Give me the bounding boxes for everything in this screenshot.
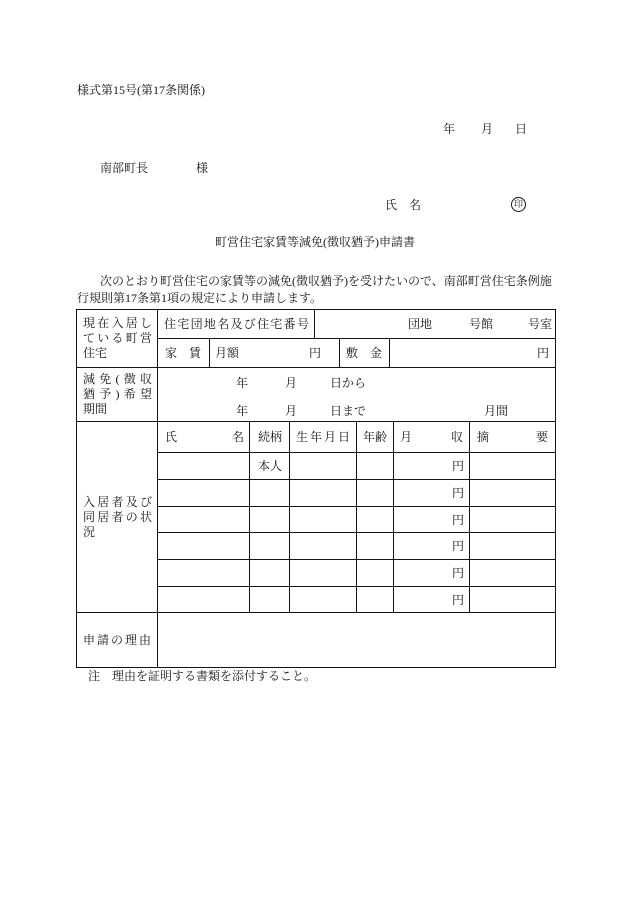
residents-label — [77, 422, 158, 613]
period-label-line: 減免(徴収 — [83, 372, 152, 386]
complex-number-field — [315, 310, 556, 339]
addressee-name: 南部町長 — [100, 161, 149, 175]
column-header-birthdate — [290, 422, 357, 453]
column-header-age-text: 年齢 — [363, 430, 388, 444]
rent-amount-field — [210, 339, 340, 368]
period-label-line: 期間 — [83, 402, 108, 416]
complex-label: 住宅団地名及び住宅番号 — [164, 317, 309, 331]
income-yen-label: 円 — [452, 593, 465, 607]
column-header-name — [158, 422, 250, 453]
column-header-relationship — [250, 422, 290, 453]
reason-label: 申請の理由 — [83, 633, 151, 647]
resident-age-cell — [357, 533, 394, 560]
resident-age-cell — [357, 507, 394, 533]
resident-relationship-cell — [250, 480, 290, 507]
current-housing-label-line: ている町営 — [83, 331, 152, 345]
deposit-label: 敷 金 — [346, 346, 383, 360]
column-header-birthdate-text: 生年月日 — [296, 430, 350, 444]
resident-age-cell — [357, 453, 394, 480]
reason-field — [158, 613, 556, 668]
resident-birthdate-cell — [290, 507, 357, 533]
resident-name-cell — [158, 453, 250, 480]
resident-age-cell — [357, 480, 394, 507]
resident-relationship-cell — [250, 453, 290, 480]
resident-relationship: 本人 — [258, 459, 283, 473]
resident-birthdate-cell — [290, 587, 357, 613]
resident-income-cell — [394, 507, 470, 533]
period-until-day: 日まで — [330, 404, 367, 418]
current-housing-label-line: 現在入居し — [83, 316, 152, 330]
rent-monthly-label: 月額 — [215, 346, 240, 360]
resident-income-cell — [394, 453, 470, 480]
resident-birthdate-cell — [290, 560, 357, 587]
resident-remarks-cell — [470, 507, 556, 533]
period-months-label: 月間 — [484, 404, 509, 418]
income-yen-label: 円 — [452, 513, 465, 527]
resident-remarks-cell — [470, 533, 556, 560]
period-from-day: 日から — [330, 376, 367, 390]
footnote: 注 理由を証明する書類を添付すること。 — [88, 669, 317, 683]
complex-unit-label: 団地 — [408, 317, 433, 331]
current-housing-label-line: 住宅 — [83, 346, 108, 360]
deposit-amount-field — [390, 339, 556, 368]
period-field — [158, 368, 556, 422]
room-unit-label: 号室 — [528, 317, 553, 331]
income-yen-label: 円 — [452, 539, 465, 553]
addressee-honorific: 様 — [196, 161, 209, 175]
resident-remarks-cell — [470, 587, 556, 613]
reason-label-cell — [77, 613, 158, 668]
resident-relationship-cell — [250, 533, 290, 560]
resident-remarks-cell — [470, 453, 556, 480]
resident-remarks-cell — [470, 560, 556, 587]
column-header-relationship-text: 続柄 — [258, 430, 283, 444]
period-from-month: 月 — [285, 376, 298, 390]
period-until-month: 月 — [285, 404, 298, 418]
body-text-line-2: 行規則第17条第1項の規定により申請します。 — [77, 291, 323, 305]
document-title: 町営住宅家賃等減免(徴収猶予)申請書 — [215, 235, 415, 249]
column-header-income-text: 月 収 — [400, 430, 463, 444]
column-header-age — [357, 422, 394, 453]
seal-mark: 印 — [511, 197, 526, 212]
applicant-name-label: 氏 名 — [385, 198, 422, 212]
resident-income-cell — [394, 480, 470, 507]
period-from-year: 年 — [236, 376, 249, 390]
current-housing-label — [77, 310, 158, 368]
date-year-label: 年 — [443, 122, 456, 136]
complex-label-cell — [158, 310, 315, 339]
residents-label-line: 入居者及び — [83, 494, 152, 509]
resident-relationship-cell — [250, 587, 290, 613]
rent-label: 家 賃 — [165, 346, 202, 360]
resident-name-cell — [158, 480, 250, 507]
residents-label-line: 況 — [83, 524, 96, 539]
resident-birthdate-cell — [290, 453, 357, 480]
residents-label-line: 同居者の状 — [83, 509, 152, 524]
income-yen-label: 円 — [452, 459, 465, 473]
body-text-line-1: 次のとおり町営住宅の家賃等の減免(徴収猶予)を受けたいので、南部町営住宅条例施 — [100, 274, 552, 288]
resident-income-cell — [394, 533, 470, 560]
resident-relationship-cell — [250, 507, 290, 533]
deposit-yen-label: 円 — [537, 346, 550, 360]
resident-income-cell — [394, 587, 470, 613]
resident-birthdate-cell — [290, 480, 357, 507]
resident-income-cell — [394, 560, 470, 587]
resident-name-cell — [158, 560, 250, 587]
form-number: 様式第15号(第17条関係) — [77, 83, 205, 97]
period-until-year: 年 — [236, 404, 249, 418]
column-header-income — [394, 422, 470, 453]
resident-birthdate-cell — [290, 533, 357, 560]
resident-remarks-cell — [470, 480, 556, 507]
resident-relationship-cell — [250, 560, 290, 587]
rent-label-cell — [158, 339, 210, 368]
date-month-label: 月 — [481, 122, 494, 136]
rent-yen-label: 円 — [309, 346, 322, 360]
resident-name-cell — [158, 533, 250, 560]
resident-name-cell — [158, 507, 250, 533]
column-header-remarks — [470, 422, 556, 453]
period-label — [77, 368, 158, 422]
resident-age-cell — [357, 587, 394, 613]
resident-name-cell — [158, 587, 250, 613]
date-day-label: 日 — [515, 122, 528, 136]
application-table — [76, 309, 556, 668]
deposit-label-cell — [340, 339, 390, 368]
column-header-name-text: 氏 名 — [165, 430, 244, 444]
resident-age-cell — [357, 560, 394, 587]
building-unit-label: 号館 — [469, 317, 494, 331]
column-header-remarks-text: 摘 要 — [477, 430, 548, 444]
period-label-line: 猶予)希望 — [83, 387, 152, 401]
income-yen-label: 円 — [452, 486, 465, 500]
income-yen-label: 円 — [452, 566, 465, 580]
